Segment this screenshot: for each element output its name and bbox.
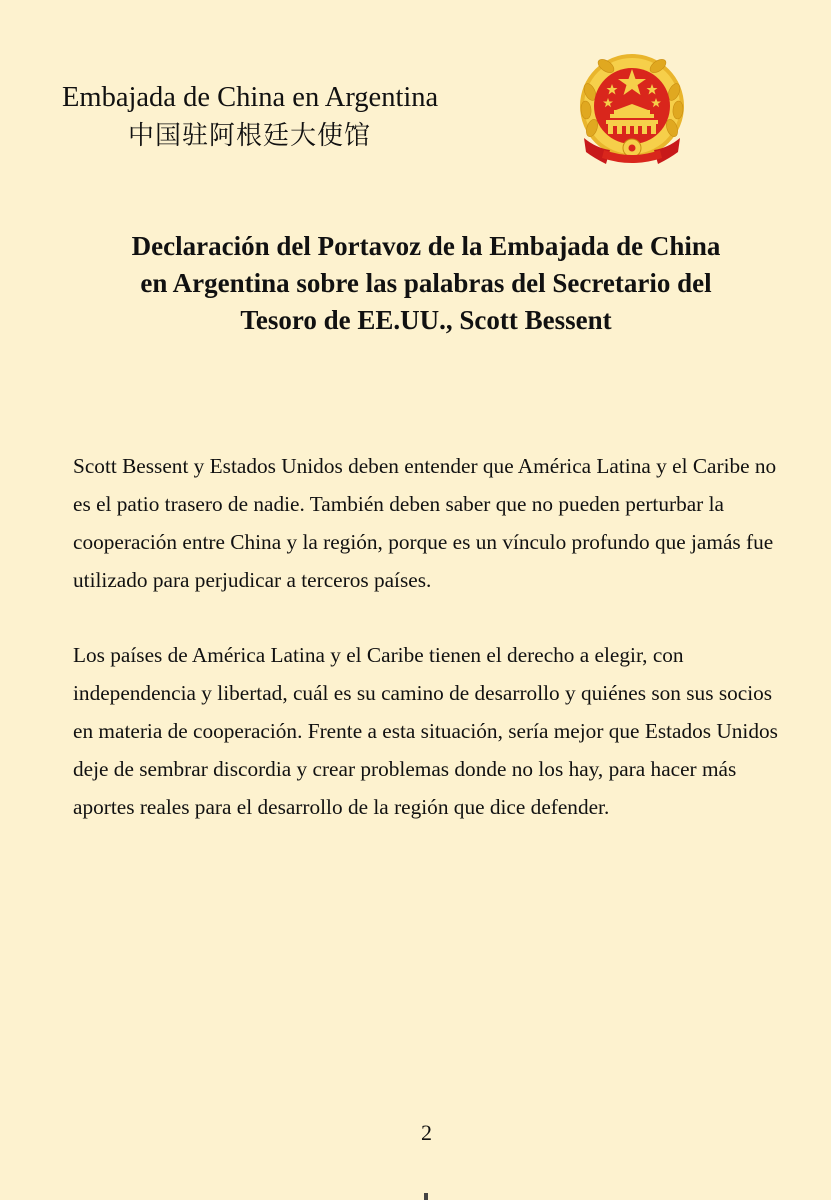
body-paragraph-1: Scott Bessent y Estados Unidos deben entender que América Latina y el Caribe no es el patio trasero de nadie. También deben saber que no pueden perturbar la cooperación entre China y la región, porque es un vínculo profundo que jamás fue utilizado para perjudicar a terceros países.	[73, 454, 777, 592]
statement-title	[60, 228, 792, 339]
title-line-1: Declaración del Portavoz de la Embajada de China	[131, 231, 721, 261]
body-paragraph-2: Los países de América Latina y el Caribe tienen el derecho a elegir, con independencia y libertad, cuál es su camino de desarrollo y quiénes son sus socios en materia de cooperación. Frente a esta situación, sería mejor que Estados Unidos deje de sembrar discordia y crear problemas donde no los hay, para hacer más aportes reales para el desarrollo de la región que dice defender.	[73, 643, 778, 819]
national-emblem-icon	[576, 52, 688, 170]
embassy-name-chinese: 中国驻阿根廷大使馆	[128, 121, 372, 151]
embassy-name-spanish: Embajada de China en Argentina	[62, 82, 439, 113]
page-edge-mark	[424, 1193, 428, 1200]
title-line-2: en Argentina sobre las palabras del Secretario del	[140, 268, 712, 298]
title-line-3: Tesoro de EE.UU., Scott Bessent	[240, 305, 612, 335]
page-number: 2	[421, 1120, 432, 1145]
letterhead	[62, 80, 438, 156]
statement-body	[73, 447, 785, 863]
